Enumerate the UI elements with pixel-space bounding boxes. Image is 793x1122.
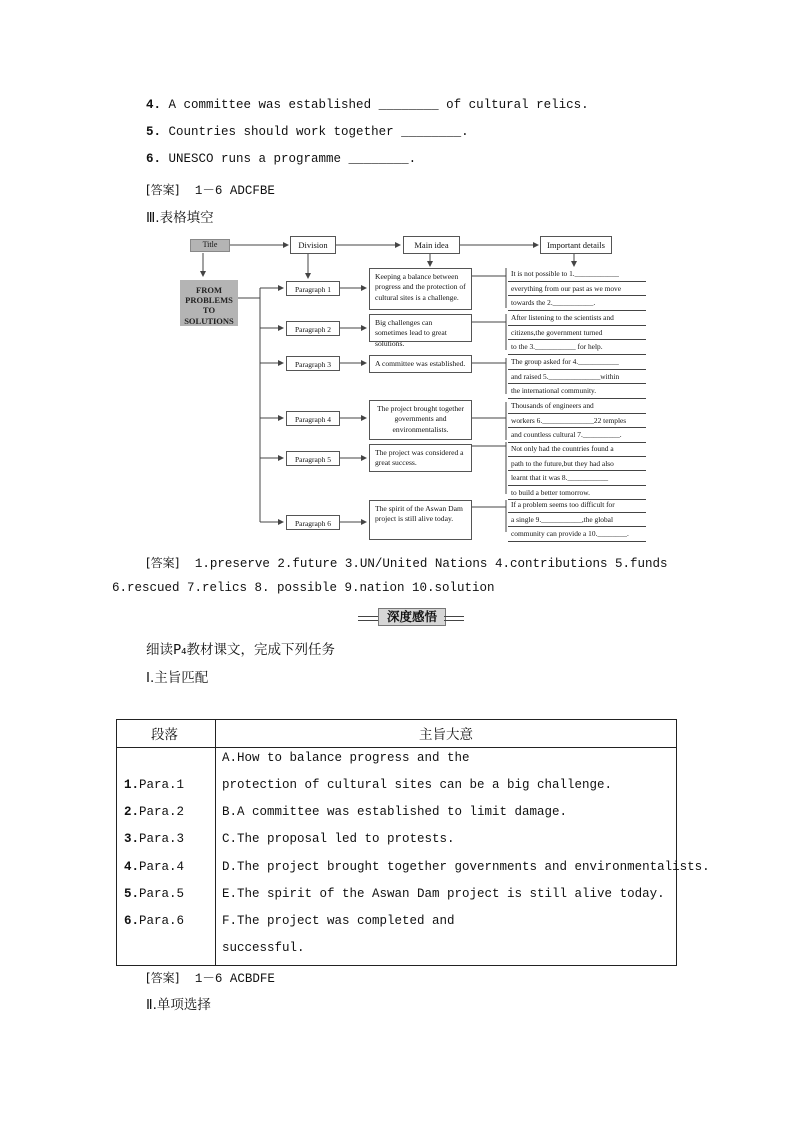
detail-line: citizens,the government turned — [508, 326, 646, 341]
instruction: 细读P₄教材课文，完成下列任务 — [146, 642, 336, 658]
detail-line: to build a better tomorrow. — [508, 486, 646, 501]
details-2 — [508, 311, 646, 355]
diagram-main-title — [180, 280, 238, 326]
details-3 — [508, 355, 646, 399]
table-idea-line: D.The project brought together governments and environmentalists. — [222, 860, 710, 874]
answer-2 — [146, 554, 667, 571]
detail-line: The group asked for 4.___________ — [508, 355, 646, 370]
answer-3 — [146, 968, 275, 986]
para-label: Para.4 — [139, 860, 185, 874]
question-text: A committee was established ________ of cultural relics. — [168, 98, 589, 112]
detail-line: Not only had the countries found a — [508, 442, 646, 457]
detail-line: After listening to the scientists and — [508, 311, 646, 326]
para-label: Para.1 — [139, 778, 185, 792]
table-row-para-4 — [124, 860, 184, 874]
answer-text-line-1: 1.preserve 2.future 3.UN/United Nations 4.contributions 5.funds — [194, 557, 668, 571]
answer-1 — [146, 180, 275, 198]
answer-text: 1－6 ACBDFE — [194, 972, 275, 986]
detail-line: It is not possible to 1.____________ — [508, 267, 646, 282]
para-number: 1. — [124, 778, 140, 792]
question-number: 4. — [146, 98, 162, 112]
table-idea-line: A.How to balance progress and the — [222, 751, 470, 765]
detail-line: workers 6.______________22 temples — [508, 414, 646, 429]
answer-tag: [答案] — [146, 183, 180, 197]
para-number: 6. — [124, 914, 140, 928]
details-4 — [508, 399, 646, 443]
table-idea-line: B.A committee was established to limit damage. — [222, 805, 568, 819]
answer-text: 1－6 ADCFBE — [194, 184, 275, 198]
table-row-para-1 — [124, 778, 184, 792]
section-2-title: Ⅱ.单项选择 — [146, 997, 211, 1013]
details-5 — [508, 442, 646, 500]
detail-line: If a problem seems too difficult for — [508, 498, 646, 513]
para-number: 2. — [124, 805, 140, 819]
detail-line: path to the future,but they had also — [508, 457, 646, 472]
question-number: 5. — [146, 125, 162, 139]
paragraph-box-5: Paragraph 5 — [286, 451, 340, 466]
para-label: Para.2 — [139, 805, 185, 819]
main-idea-box-4: The project brought together governments and environmentalists. — [369, 400, 472, 440]
diagram-header-division: Division — [290, 236, 336, 254]
diagram-header-title: Title — [190, 239, 230, 252]
table-idea-line: successful. — [222, 941, 305, 955]
banner-rule-left — [358, 616, 378, 621]
table-header-paragraph: 段落 — [151, 727, 178, 743]
section-banner — [358, 608, 464, 626]
main-idea-box-6: The spirit of the Aswan Dam project is still alive today. — [369, 500, 472, 540]
details-1 — [508, 267, 646, 311]
para-label: Para.3 — [139, 832, 185, 846]
question-text: UNESCO runs a programme ________. — [168, 152, 417, 166]
paragraph-box-1: Paragraph 1 — [286, 281, 340, 296]
details-6 — [508, 498, 646, 542]
question-5 — [146, 125, 469, 139]
question-number: 6. — [146, 152, 162, 166]
para-number: 5. — [124, 887, 140, 901]
table-header-main-idea: 主旨大意 — [419, 727, 473, 743]
para-label: Para.6 — [139, 914, 185, 928]
detail-line: and countless cultural 7.__________. — [508, 428, 646, 443]
detail-line: to the 3.___________ for help. — [508, 340, 646, 355]
section-3-title: Ⅲ.表格填空 — [146, 210, 214, 226]
paragraph-box-3: Paragraph 3 — [286, 356, 340, 371]
main-title-line: TO — [202, 305, 216, 316]
para-label: Para.5 — [139, 887, 185, 901]
banner-label: 深度感悟 — [378, 608, 446, 626]
structure-diagram — [170, 232, 650, 538]
paragraph-box-2: Paragraph 2 — [286, 321, 340, 336]
table-idea-line: E.The spirit of the Aswan Dam project is still alive today. — [222, 887, 665, 901]
table-column-divider — [215, 720, 216, 965]
table-row-para-2 — [124, 805, 184, 819]
detail-line: the international community. — [508, 384, 646, 399]
paragraph-box-6: Paragraph 6 — [286, 515, 340, 530]
paragraph-box-4: Paragraph 4 — [286, 411, 340, 426]
table-row-para-3 — [124, 832, 184, 846]
detail-line: and raised 5.______________within — [508, 370, 646, 385]
question-4 — [146, 98, 589, 112]
answer-tag: [答案] — [146, 971, 180, 985]
main-idea-box-2: Big challenges can sometimes lead to great solutions. — [369, 314, 472, 342]
table-row-para-6 — [124, 914, 184, 928]
diagram-header-main-idea: Main idea — [403, 236, 460, 254]
main-title-line: FROM — [196, 285, 222, 295]
detail-line: community can provide a 10.________. — [508, 527, 646, 542]
main-idea-box-5: The project was considered a great success. — [369, 444, 472, 472]
banner-rule-right — [444, 616, 464, 621]
table-header-divider — [117, 747, 676, 748]
main-idea-box-3: A committee was established. — [369, 355, 472, 373]
question-text: Countries should work together ________. — [168, 125, 469, 139]
para-number: 3. — [124, 832, 140, 846]
detail-line: learnt that it was 8.___________ — [508, 471, 646, 486]
detail-line: Thousands of engineers and — [508, 399, 646, 414]
diagram-header-details: Important details — [540, 236, 612, 254]
section-1-title: Ⅰ.主旨匹配 — [146, 670, 209, 686]
detail-line: towards the 2.___________. — [508, 296, 646, 311]
answer-tag: [答案] — [146, 556, 180, 570]
answer-text-line-2: 6.rescued 7.relics 8. possible 9.nation 10.solution — [112, 581, 495, 595]
table-idea-line: F.The project was completed and — [222, 914, 455, 928]
main-idea-table — [116, 719, 710, 966]
detail-line: a single 9.___________,the global — [508, 513, 646, 528]
main-title-line: SOLUTIONS — [184, 315, 234, 326]
main-idea-box-1: Keeping a balance between progress and the protection of cultural sites is a challenge. — [369, 268, 472, 310]
table-idea-line: protection of cultural sites can be a big challenge. — [222, 778, 613, 792]
main-title-line: PROBLEMS — [185, 295, 233, 306]
para-number: 4. — [124, 860, 140, 874]
table-idea-line: C.The proposal led to protests. — [222, 832, 455, 846]
table-row-para-5 — [124, 887, 184, 901]
detail-line: everything from our past as we move — [508, 282, 646, 297]
question-6 — [146, 152, 416, 166]
